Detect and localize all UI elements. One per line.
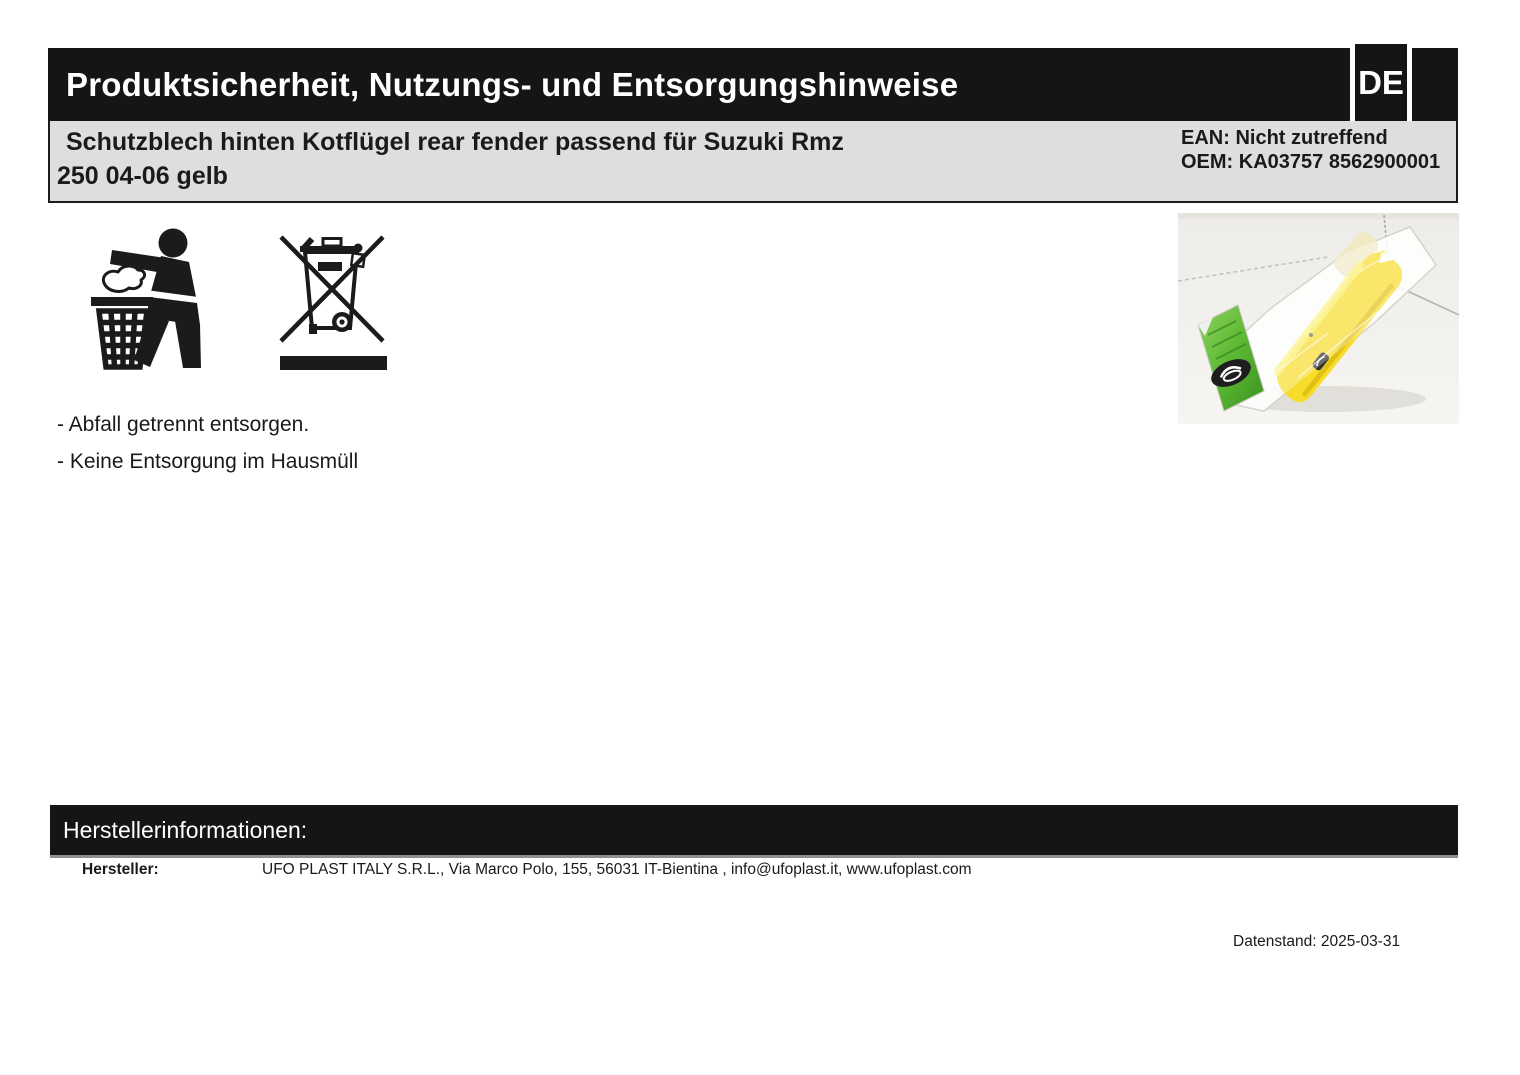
- ean-value: EAN: Nicht zutreffend: [1181, 127, 1388, 149]
- product-title-line2: 250 04-06 gelb: [57, 162, 228, 190]
- disposal-note-2: - Keine Entsorgung im Hausmüll: [57, 450, 359, 473]
- product-title-line1: Schutzblech hinten Kotflügel rear fender passend für Suzuki Rmz: [66, 128, 844, 156]
- weee-crossed-bin-icon: [276, 228, 391, 374]
- manufacturer-value: UFO PLAST ITALY S.R.L., Via Marco Polo, 155, 56031 IT-Bientina , info@ufoplast.it, www.ufoplast.com: [262, 861, 972, 878]
- header-bar: [48, 48, 1458, 121]
- manufacturer-label: Hersteller:: [82, 861, 159, 878]
- language-badge: [1350, 44, 1412, 122]
- manufacturer-section-title: Herstellerinformationen:: [63, 816, 308, 843]
- disposal-note-1: - Abfall getrennt entsorgen.: [57, 413, 310, 436]
- tidyman-icon: [88, 226, 233, 374]
- language-badge-label: DE: [1358, 64, 1404, 101]
- product-codes: [1181, 127, 1457, 174]
- manufacturer-section-bar: [50, 805, 1458, 858]
- oem-value: OEM: KA03757 8562900001: [1181, 150, 1441, 173]
- data-status-date: Datenstand: 2025-03-31: [1233, 933, 1401, 950]
- product-photo: [1178, 213, 1459, 424]
- page-title: Produktsicherheit, Nutzungs- und Entsorgungshinweise: [66, 65, 959, 103]
